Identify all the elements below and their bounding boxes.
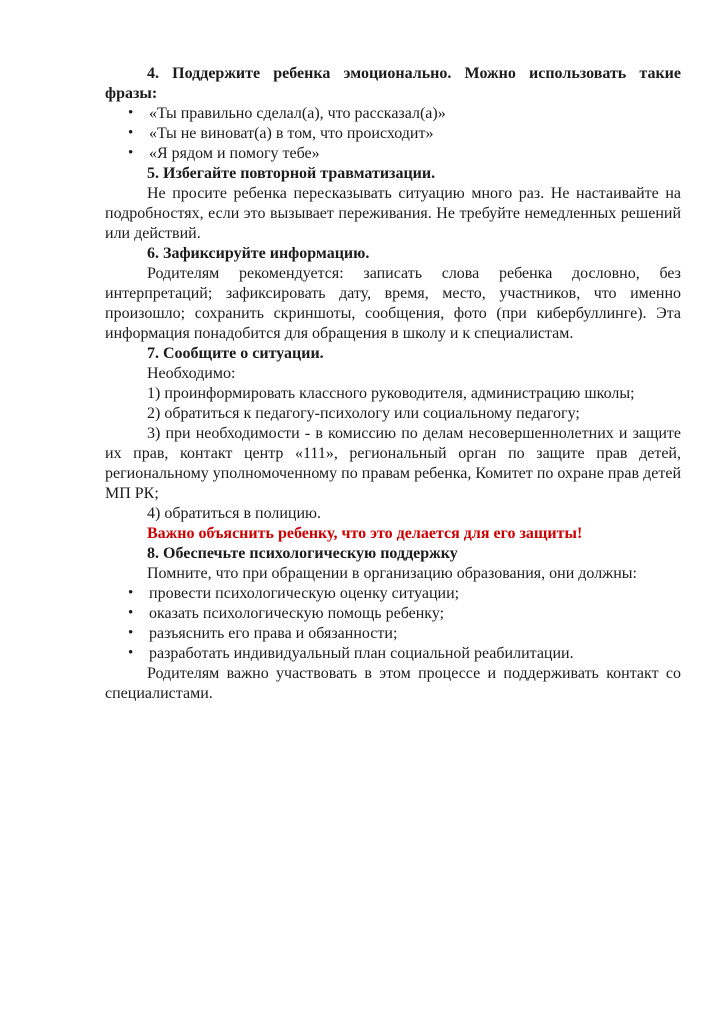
bullet-marker-icon: • (128, 145, 134, 161)
bullet-item (105, 604, 681, 624)
bullet-item (105, 624, 681, 644)
paragraph: Родителям рекомендуется: записать слова ребенка дословно, без интерпретаций; зафиксировать дату, время, место, участников, что именно произошло; сохранить скриншоты, сообщения, фото (при кибербуллинге). Эта информация понадобится для обращения в школу и к специалистам. (105, 265, 681, 342)
document-text-block (105, 64, 681, 704)
bullet-marker-icon: • (128, 125, 134, 141)
paragraph: 2) обратиться к педагогу-психологу или социальному педагогу; (147, 405, 580, 422)
bullet-item-text: «Ты не виноват(а) в том, что происходит» (149, 125, 434, 142)
paragraph: Необходимо: (147, 365, 236, 382)
bullet-item-text: «Ты правильно сделал(а), что рассказал(а)» (149, 105, 446, 122)
bullet-marker-icon: • (128, 105, 134, 121)
section-heading: 6. Зафиксируйте информацию. (147, 245, 370, 262)
bullet-item (105, 644, 681, 664)
paragraph: Не просите ребенка пересказывать ситуацию много раз. Не настаивайте на подробностях, если это вызывает переживания. Не требуйте немедленных решений или действий. (105, 185, 681, 242)
section-heading: 8. Обеспечьте психологическую поддержку (147, 545, 458, 562)
bullet-item (105, 104, 681, 124)
bullet-item (105, 124, 681, 144)
bullet-marker-icon: • (128, 645, 134, 661)
bullet-list (105, 584, 681, 664)
paragraph: 3) при необходимости - в комиссию по делам несовершеннолетних и защите их прав, контакт центр «111», региональный орган по защите прав детей, региональному уполномоченному по правам ребенка, Комитет по охране прав детей МП РК; (105, 425, 681, 502)
paragraph: Родителям важно участвовать в этом процессе и поддерживать контакт со специалистами. (105, 665, 681, 702)
section-heading: 7. Сообщите о ситуации. (147, 345, 324, 362)
bullet-item-text: разъяснить его права и обязанности; (149, 625, 398, 642)
section-heading: 4. Поддержите ребенка эмоционально. Можно использовать такие фразы: (105, 65, 681, 102)
bullet-item (105, 584, 681, 604)
paragraph: Помните, что при обращении в организацию образования, они должны: (147, 565, 637, 582)
bullet-item-text: разработать индивидуальный план социальной реабилитации. (149, 645, 574, 662)
bullet-item-text: оказать психологическую помощь ребенку; (149, 605, 445, 622)
paragraph: 1) проинформировать классного руководителя, администрацию школы; (147, 385, 635, 402)
bullet-marker-icon: • (128, 585, 134, 601)
paragraph: 4) обратиться в полицию. (147, 505, 321, 522)
bullet-list (105, 104, 681, 164)
bullet-marker-icon: • (128, 605, 134, 621)
important-note: Важно объяснить ребенку, что это делается для его защиты! (147, 525, 583, 542)
bullet-item-text: «Я рядом и помогу тебе» (149, 145, 320, 162)
bullet-item (105, 144, 681, 164)
section-heading: 5. Избегайте повторной травматизации. (147, 165, 436, 182)
bullet-item-text: провести психологическую оценку ситуации; (149, 585, 460, 602)
bullet-marker-icon: • (128, 625, 134, 641)
